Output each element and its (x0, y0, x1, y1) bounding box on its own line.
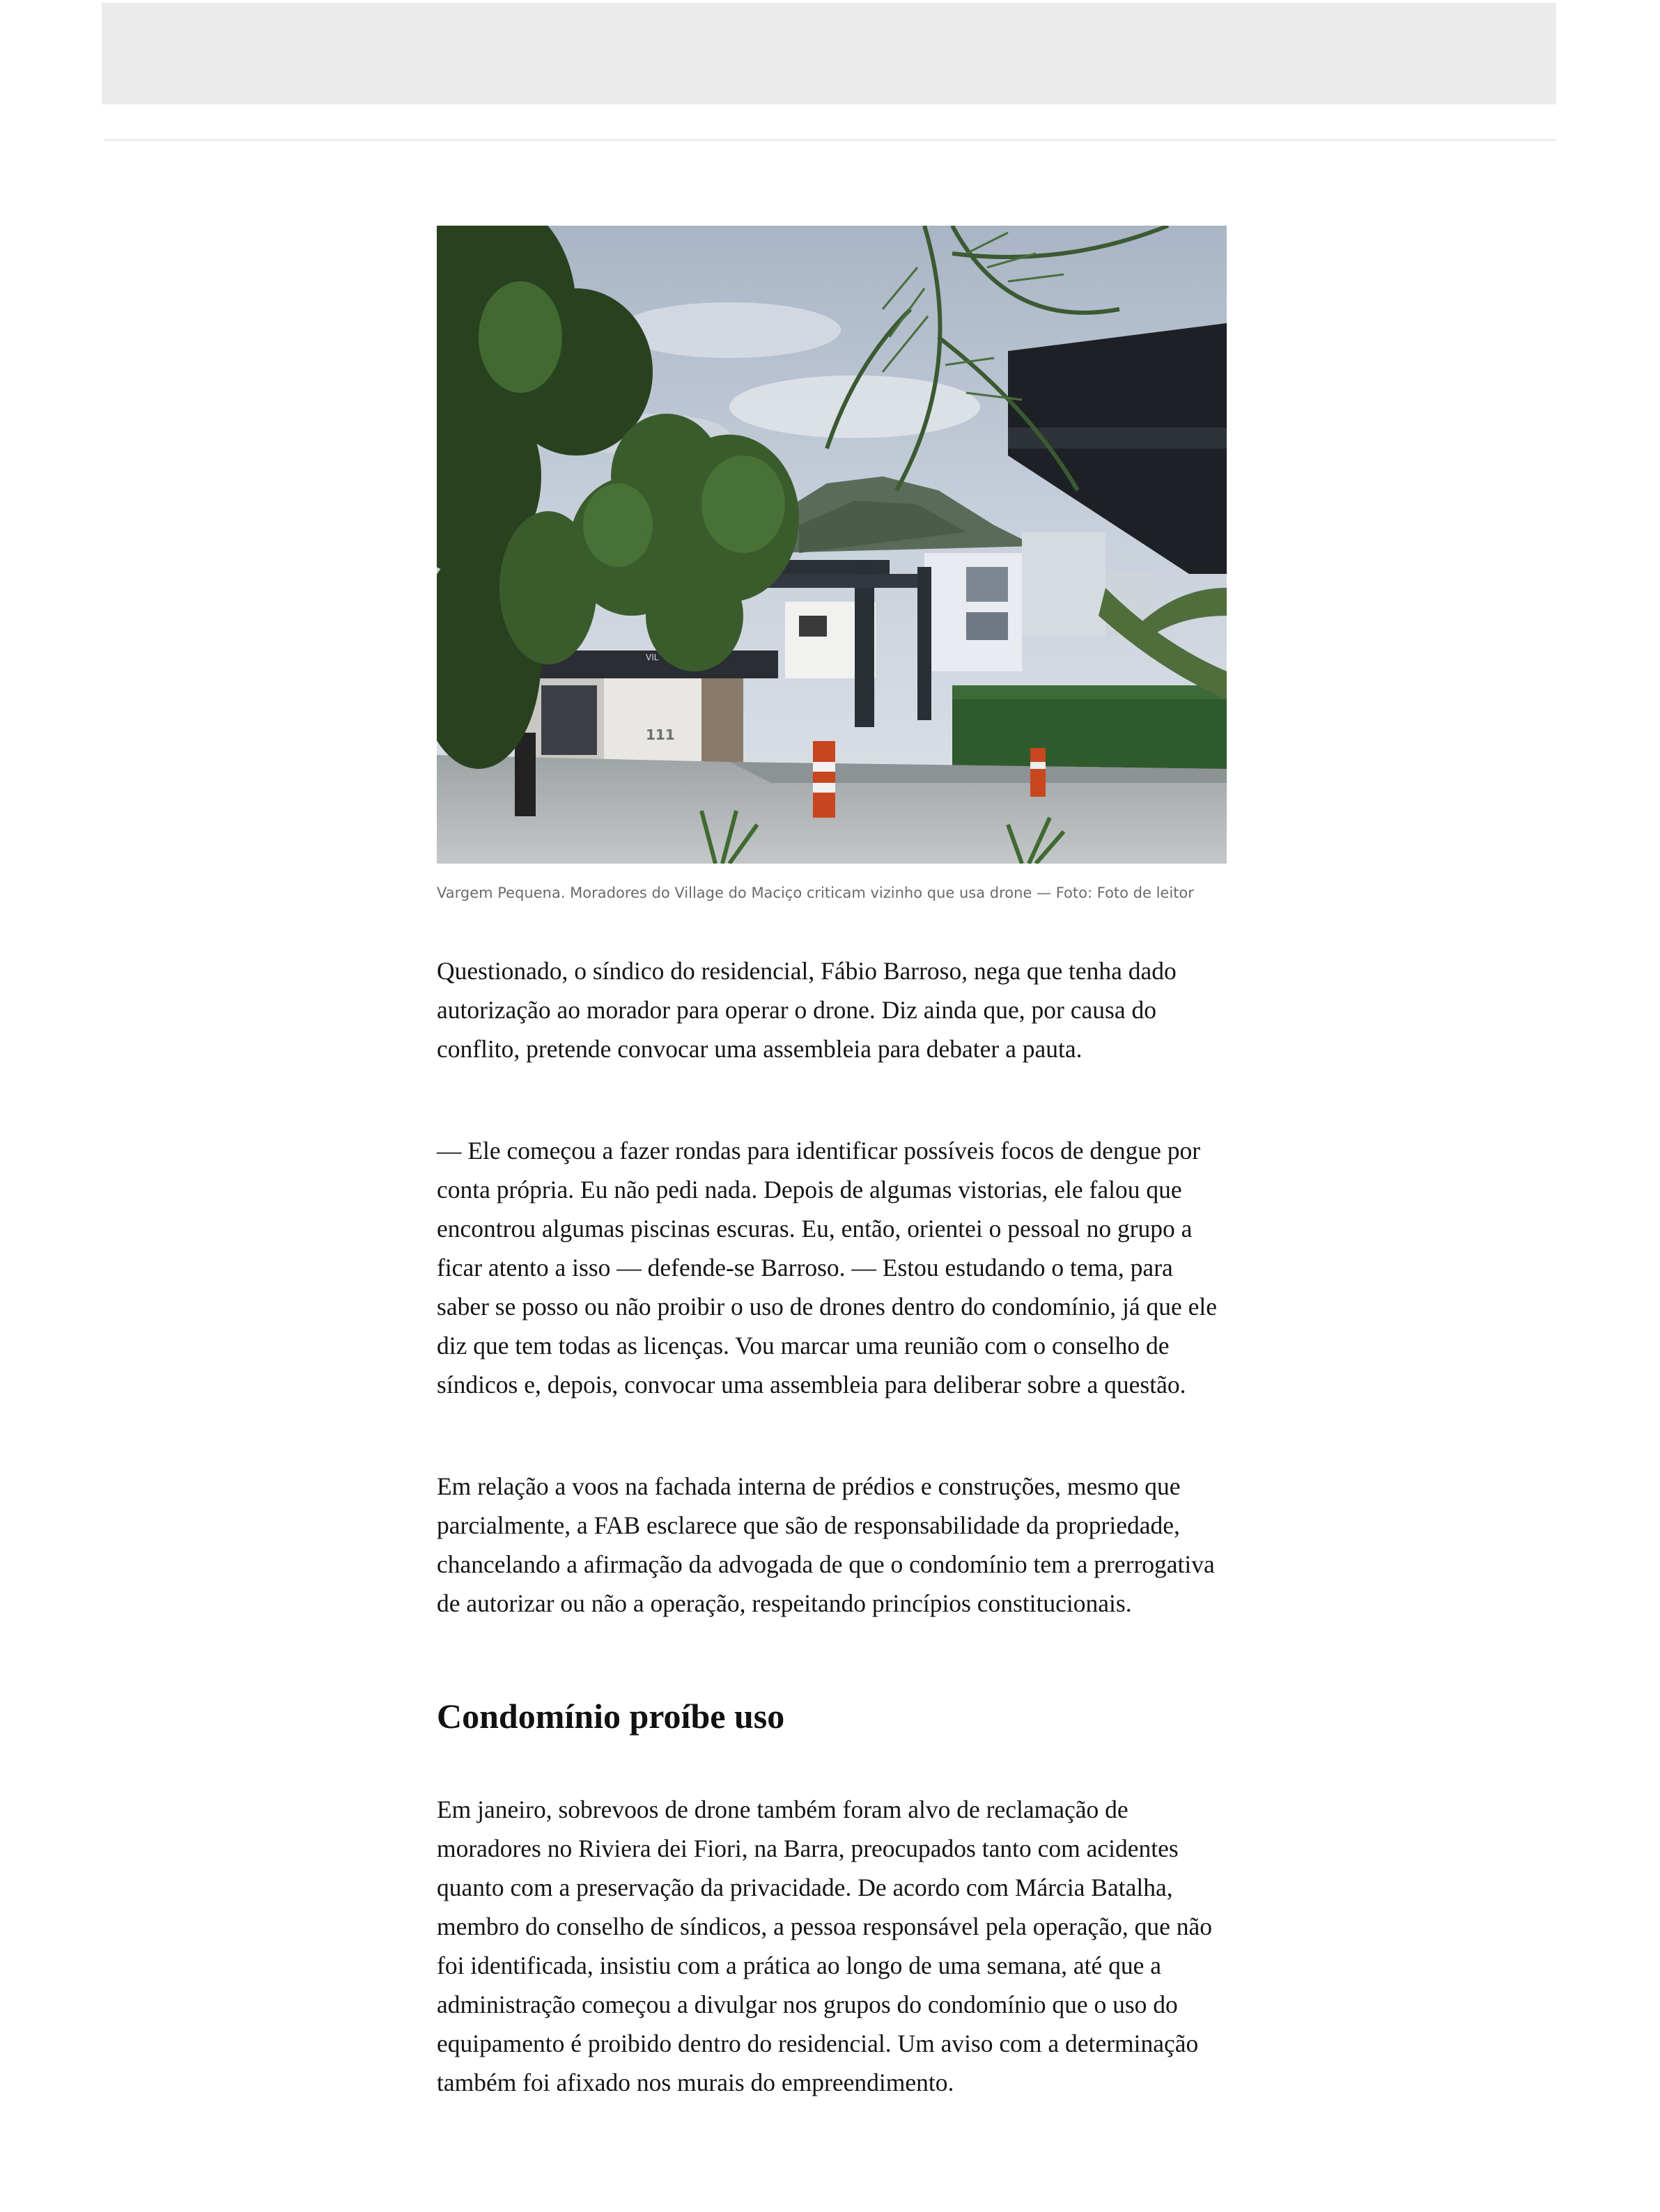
paragraph-4: Em janeiro, sobrevoos de drone também foram alvo de reclamação de moradores no Riviera dei Fiori, na Barra, preocupados tanto com acidentes quanto com a preservação da privacidade. De acordo com Márcia Batalha, membro do conselho de síndicos, a pessoa responsável pela operação, que não foi identificada, insistiu com a prática ao longo de uma semana, até que a administração começou a divulgar nos grupos do condomínio que o uso do equipamento é proibido dentro do residencial. Um aviso com a determinação também foi afixado nos murais do empreendimento. (437, 1796, 1212, 2096)
photo-caption: Vargem Pequena. Moradores do Village do Maciço criticam vizinho que usa drone — Foto: Foto de leitor (437, 885, 1194, 901)
section-subheading: Condomínio proíbe uso (437, 1697, 785, 1736)
ad-banner-placeholder[interactable] (102, 3, 1556, 104)
paragraph-3: Em relação a voos na fachada interna de prédios e construções, mesmo que parcialmente, a FAB esclarece que são de responsabilidade da propriedade, chancelando a afirmação da advogada de que o condomínio tem a prerrogativa de autorizar ou não a operação, respeitando princípios constitucionais. (437, 1472, 1215, 1617)
header-divider (104, 139, 1556, 141)
article-body (437, 226, 1227, 2102)
photo-sign-name: VIL (646, 653, 659, 662)
paragraph-2: — Ele começou a fazer rondas para identificar possíveis focos de dengue por conta própria. Eu não pedi nada. Depois de algumas vistorias, ele falou que encontrou algumas piscinas escuras. Eu, então, orientei o pessoal no grupo a ficar atento a isso — defende-se Barroso. — Estou estudando o tema, para saber se posso ou não proibir o uso de drones dentro do condomínio, já que ele diz que tem todas as licenças. Vou marcar uma reunião com o conselho de síndicos e, depois, convocar uma assembleia para deliberar sobre a questão. (437, 1137, 1217, 1399)
paragraph-1: Questionado, o síndico do residencial, Fábio Barroso, nega que tenha dado autorização ao morador para operar o drone. Diz ainda que, por causa do conflito, pretende convocar uma assembleia para debater a pauta. (437, 957, 1177, 1063)
photo-sign-number: 111 (646, 726, 675, 743)
article-photo[interactable] (437, 226, 1227, 864)
